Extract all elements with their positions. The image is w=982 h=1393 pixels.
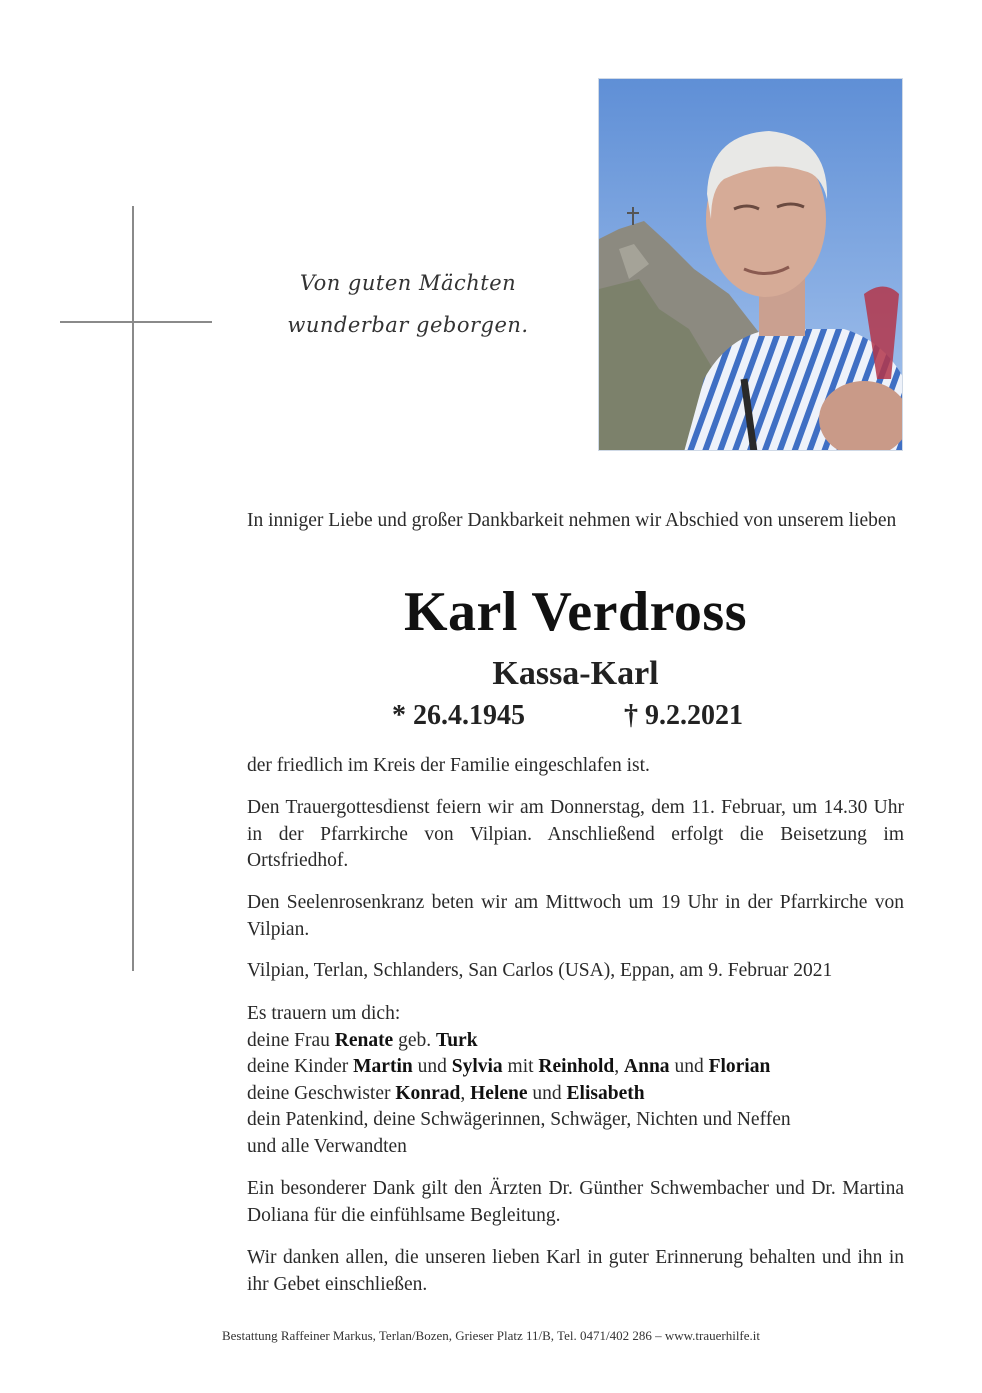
mourners-relatives: und alle Verwandten (247, 1135, 407, 1157)
birth-date: * 26.4.1945 (392, 700, 525, 731)
mourners-list (247, 1001, 904, 1160)
mourners-siblings: deine Geschwister Konrad, Helene und Elisabeth (247, 1082, 645, 1104)
motto (268, 262, 548, 346)
portrait-photo (598, 78, 903, 451)
thanks-all: Wir danken allen, die unseren lieben Karl in guter Erinnerung behalten und ihn in ihr Gebet einschließen. (247, 1247, 904, 1295)
motto-line-1: Von guten Mächten (299, 271, 517, 295)
cross-horizontal-bar (60, 321, 212, 323)
mourners-children: deine Kinder Martin und Sylvia mit Reinhold, Anna und Florian (247, 1056, 771, 1077)
funeral-info: Den Trauergottesdienst feiern wir am Donnerstag, dem 11. Februar, um 14.30 Uhr in der Pfarrkirche von Vilpian. Anschließend erfolgt die Beisetzung im Ortsfriedhof. (247, 797, 904, 871)
motto-line-2: wunderbar geborgen. (287, 313, 529, 337)
rosary-info: Den Seelenrosenkranz beten wir am Mittwoch um 19 Uhr in der Pfarrkirche von Vilpian. (247, 892, 904, 940)
place-and-date: Vilpian, Terlan, Schlanders, San Carlos (USA), Eppan, am 9. Februar 2021 (247, 960, 833, 981)
deceased-nickname: Kassa-Karl (492, 655, 659, 692)
mourners-wife: deine Frau Renate geb. Turk (247, 1029, 478, 1051)
funeral-home-footer: Bestattung Raffeiner Markus, Terlan/Bozen, Grieser Platz 11/B, Tel. 0471/402 286 – www.trauerhilfe.it (221, 1328, 761, 1343)
deceased-name: Karl Verdross (403, 581, 748, 643)
thanks-doctors: Ein besonderer Dank gilt den Ärzten Dr. Günther Schwembacher und Dr. Martina Doliana für die einfühlsame Begleitung. (247, 1178, 904, 1226)
mourners-others: dein Patenkind, deine Schwägerinnen, Schwäger, Nichten und Neffen (247, 1109, 791, 1130)
death-date: † 9.2.2021 (624, 700, 743, 731)
passage-text: der friedlich im Kreis der Familie eingeschlafen ist. (247, 755, 650, 776)
mourners-heading: Es trauern um dich: (247, 1003, 401, 1024)
intro-text: In inniger Liebe und großer Dankbarkeit nehmen wir Abschied von unserem lieben (247, 510, 897, 531)
